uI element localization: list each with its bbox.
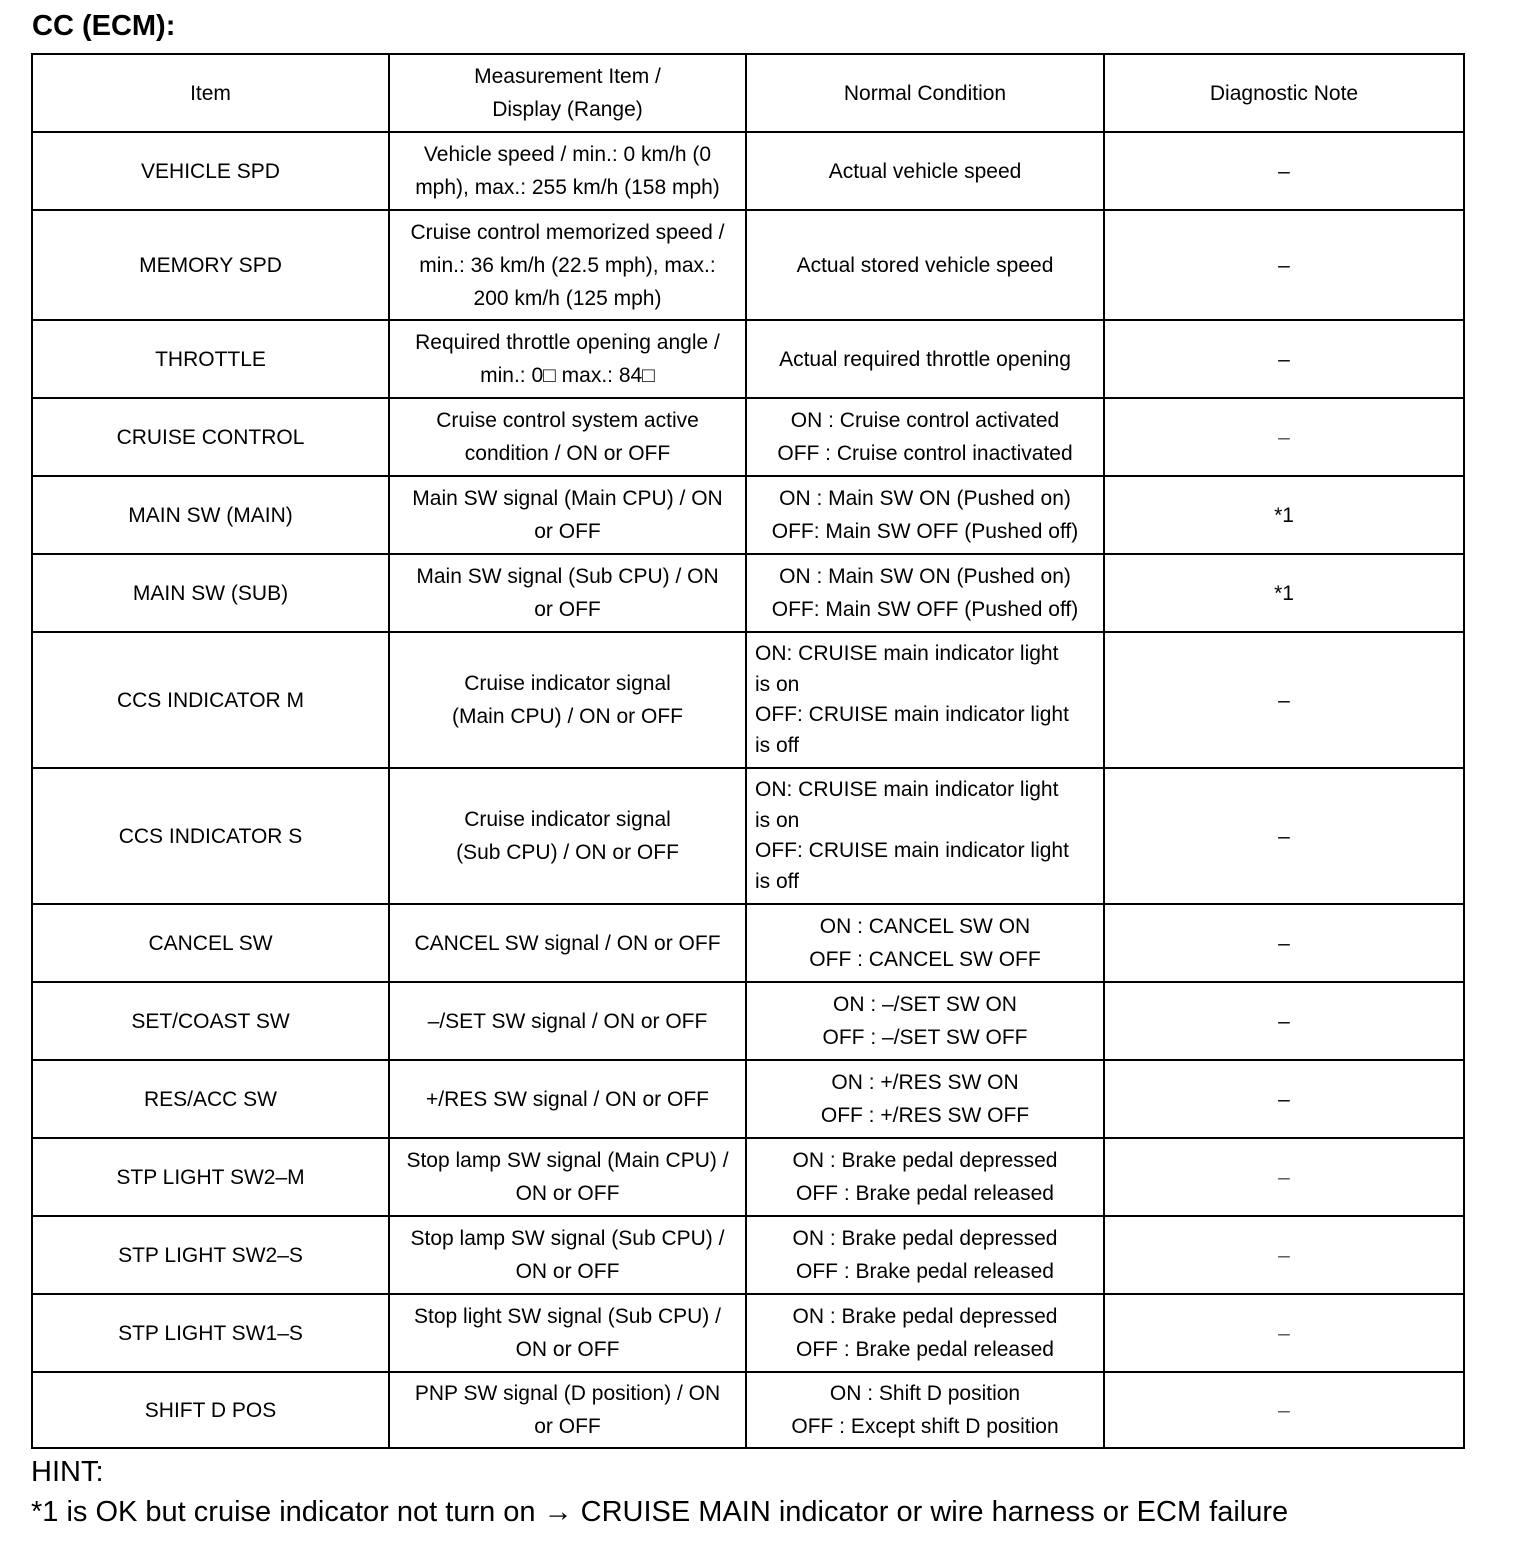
item-cell: MEMORY SPD bbox=[32, 210, 389, 320]
table-row bbox=[32, 320, 1464, 398]
table-row bbox=[32, 1294, 1464, 1372]
measurement-cell: Stop lamp SW signal (Main CPU) / ON or OFF bbox=[389, 1138, 746, 1216]
item-cell: STP LIGHT SW2–S bbox=[32, 1216, 389, 1294]
measurement-cell: +/RES SW signal / ON or OFF bbox=[389, 1060, 746, 1138]
item-cell: VEHICLE SPD bbox=[32, 132, 389, 210]
table-row bbox=[32, 632, 1464, 768]
table-row bbox=[32, 1060, 1464, 1138]
condition-cell: ON: CRUISE main indicator light is on OFF: CRUISE main indicator light is off bbox=[746, 632, 1104, 768]
condition-cell: ON : +/RES SW ON OFF : +/RES SW OFF bbox=[746, 1060, 1104, 1138]
item-cell: SET/COAST SW bbox=[32, 982, 389, 1060]
item-cell: CANCEL SW bbox=[32, 904, 389, 982]
condition-cell: ON: CRUISE main indicator light is on OFF: CRUISE main indicator light is off bbox=[746, 768, 1104, 904]
note-cell: – bbox=[1104, 1372, 1464, 1448]
table-row bbox=[32, 1138, 1464, 1216]
table-row bbox=[32, 210, 1464, 320]
hint-text: *1 is OK but cruise indicator not turn on → CRUISE MAIN indicator or wire harness or ECM failure bbox=[31, 1496, 1289, 1528]
data-list-table bbox=[31, 53, 1465, 1449]
measurement-cell: Cruise indicator signal (Main CPU) / ON or OFF bbox=[389, 632, 746, 768]
note-cell: – bbox=[1104, 1216, 1464, 1294]
condition-cell: ON : Brake pedal depressed OFF : Brake pedal released bbox=[746, 1216, 1104, 1294]
condition-cell: Actual stored vehicle speed bbox=[746, 210, 1104, 320]
measurement-cell: Vehicle speed / min.: 0 km/h (0 mph), max.: 255 km/h (158 mph) bbox=[389, 132, 746, 210]
measurement-cell: Main SW signal (Sub CPU) / ON or OFF bbox=[389, 554, 746, 632]
table-row bbox=[32, 982, 1464, 1060]
note-cell: *1 bbox=[1104, 554, 1464, 632]
table-row bbox=[32, 768, 1464, 904]
item-cell: CRUISE CONTROL bbox=[32, 398, 389, 476]
note-cell: – bbox=[1104, 210, 1464, 320]
table-row bbox=[32, 1216, 1464, 1294]
table-row bbox=[32, 904, 1464, 982]
item-cell: CCS INDICATOR S bbox=[32, 768, 389, 904]
item-cell: RES/ACC SW bbox=[32, 1060, 389, 1138]
measurement-cell: Cruise control system active condition / ON or OFF bbox=[389, 398, 746, 476]
item-cell: CCS INDICATOR M bbox=[32, 632, 389, 768]
table-header bbox=[32, 54, 1464, 132]
header-row bbox=[32, 54, 1464, 132]
item-cell: STP LIGHT SW1–S bbox=[32, 1294, 389, 1372]
condition-cell: ON : Cruise control activated OFF : Cruise control inactivated bbox=[746, 398, 1104, 476]
note-cell: – bbox=[1104, 1294, 1464, 1372]
table-row bbox=[32, 132, 1464, 210]
measurement-cell: CANCEL SW signal / ON or OFF bbox=[389, 904, 746, 982]
note-cell: – bbox=[1104, 904, 1464, 982]
measurement-cell: Cruise control memorized speed / min.: 36 km/h (22.5 mph), max.: 200 km/h (125 mph) bbox=[389, 210, 746, 320]
measurement-cell: PNP SW signal (D position) / ON or OFF bbox=[389, 1372, 746, 1448]
table-row bbox=[32, 1372, 1464, 1448]
measurement-cell: Cruise indicator signal (Sub CPU) / ON or OFF bbox=[389, 768, 746, 904]
page-title: CC (ECM): bbox=[32, 10, 176, 42]
condition-cell: ON : Shift D position OFF : Except shift D position bbox=[746, 1372, 1104, 1448]
header-note: Diagnostic Note bbox=[1104, 54, 1464, 132]
measurement-cell: –/SET SW signal / ON or OFF bbox=[389, 982, 746, 1060]
hint-label: HINT: bbox=[31, 1456, 104, 1488]
condition-cell: ON : Main SW ON (Pushed on) OFF: Main SW OFF (Pushed off) bbox=[746, 554, 1104, 632]
item-cell: MAIN SW (SUB) bbox=[32, 554, 389, 632]
hint-section bbox=[31, 1452, 1288, 1532]
note-cell: – bbox=[1104, 398, 1464, 476]
header-condition: Normal Condition bbox=[746, 54, 1104, 132]
measurement-cell: Stop light SW signal (Sub CPU) / ON or OFF bbox=[389, 1294, 746, 1372]
condition-cell: ON : CANCEL SW ON OFF : CANCEL SW OFF bbox=[746, 904, 1104, 982]
note-cell: – bbox=[1104, 1138, 1464, 1216]
condition-cell: ON : Brake pedal depressed OFF : Brake pedal released bbox=[746, 1138, 1104, 1216]
measurement-cell: Stop lamp SW signal (Sub CPU) / ON or OFF bbox=[389, 1216, 746, 1294]
table-row bbox=[32, 476, 1464, 554]
condition-cell: ON : –/SET SW ON OFF : –/SET SW OFF bbox=[746, 982, 1104, 1060]
note-cell: *1 bbox=[1104, 476, 1464, 554]
condition-cell: Actual required throttle opening bbox=[746, 320, 1104, 398]
table-row bbox=[32, 554, 1464, 632]
table-row bbox=[32, 398, 1464, 476]
note-cell: – bbox=[1104, 768, 1464, 904]
item-cell: THROTTLE bbox=[32, 320, 389, 398]
note-cell: – bbox=[1104, 632, 1464, 768]
item-cell: MAIN SW (MAIN) bbox=[32, 476, 389, 554]
condition-cell: ON : Brake pedal depressed OFF : Brake pedal released bbox=[746, 1294, 1104, 1372]
item-cell: STP LIGHT SW2–M bbox=[32, 1138, 389, 1216]
measurement-cell: Required throttle opening angle / min.: 0□ max.: 84□ bbox=[389, 320, 746, 398]
note-cell: – bbox=[1104, 320, 1464, 398]
condition-cell: Actual vehicle speed bbox=[746, 132, 1104, 210]
item-cell: SHIFT D POS bbox=[32, 1372, 389, 1448]
condition-cell: ON : Main SW ON (Pushed on) OFF: Main SW OFF (Pushed off) bbox=[746, 476, 1104, 554]
header-measurement: Measurement Item / Display (Range) bbox=[389, 54, 746, 132]
note-cell: – bbox=[1104, 1060, 1464, 1138]
note-cell: – bbox=[1104, 132, 1464, 210]
note-cell: – bbox=[1104, 982, 1464, 1060]
measurement-cell: Main SW signal (Main CPU) / ON or OFF bbox=[389, 476, 746, 554]
header-item: Item bbox=[32, 54, 389, 132]
